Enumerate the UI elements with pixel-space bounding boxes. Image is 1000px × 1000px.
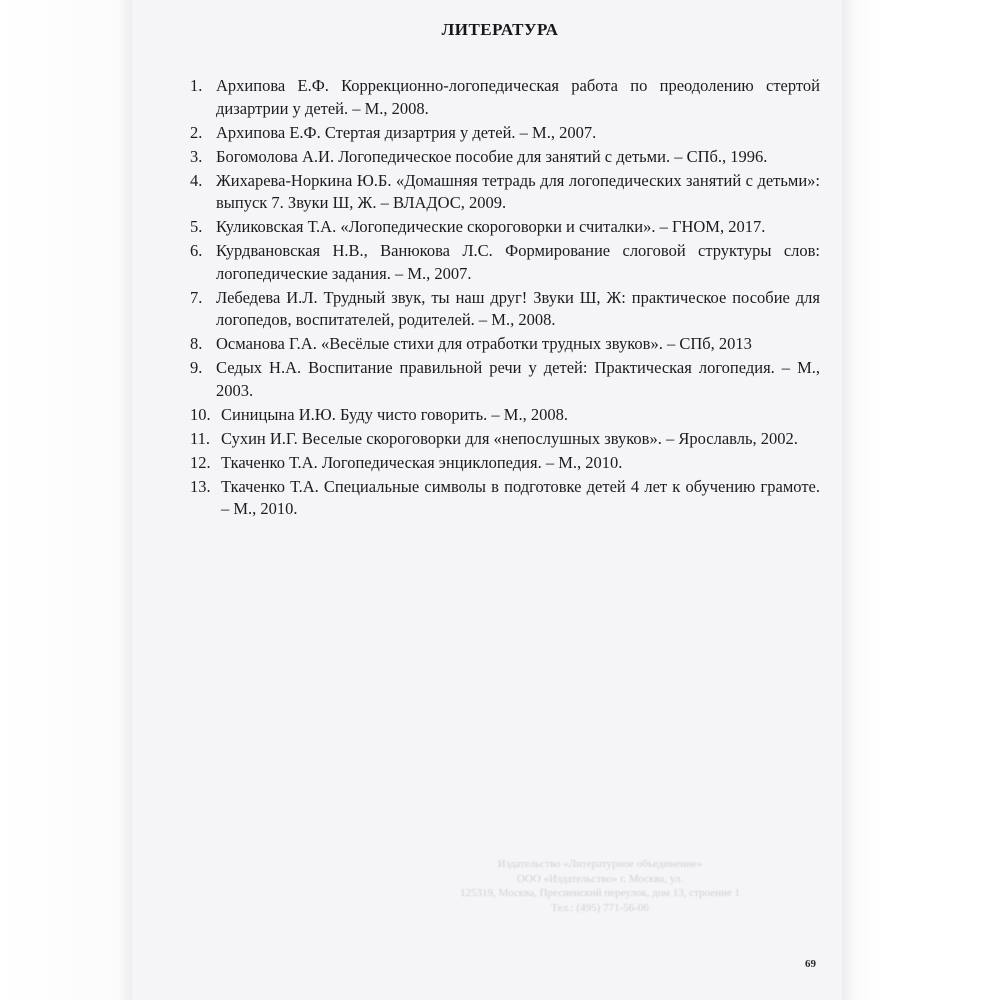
list-item (190, 287, 820, 332)
page-left-margin (0, 0, 132, 1000)
imprint-line: Издательство «Литературное объединение» (497, 858, 703, 870)
list-item-text: Османова Г.А. «Весёлые стихи для отработки трудных звуков». – СПб, 2013 (216, 334, 752, 353)
list-item (190, 170, 820, 215)
list-item-text: Лебедева И.Л. Трудный звук, ты наш друг! Звуки Ш, Ж: практическое пособие для логопедов, воспитателей, родителей. – М., 2008. (216, 287, 820, 329)
list-item-text: Сухин И.Г. Веселые скороговорки для «непослушных звуков». – Ярославль, 2002. (221, 428, 798, 448)
list-item-text: Курдвановская Н.В., Ванюкова Л.С. Формирование слоговой структуры слов: логопедические задания. – М., 2007. (216, 241, 820, 283)
list-item-text: Жихарева-Норкина Ю.Б. «Домашняя тетрадь для логопедических занятий с детьми»: выпуск 7. Звуки Ш, Ж. – ВЛАДОС, 2009. (216, 170, 820, 212)
list-item-text: Седых Н.А. Воспитание правильной речи у детей: Практическая логопедия. – М., 2003. (216, 358, 820, 400)
list-item-number: 6. (190, 241, 203, 260)
imprint-line: Тел.: (495) 771-56-06 (551, 901, 649, 914)
list-item (190, 452, 820, 475)
list-item-number: 9. (190, 358, 203, 377)
page-title: ЛИТЕРАТУРА (441, 20, 559, 39)
list-item (190, 240, 820, 285)
page-right-margin (842, 0, 1000, 1000)
list-item-number: 4. (190, 170, 203, 190)
list-item-number: 7. (190, 287, 203, 307)
imprint-line: 125319, Москва, Пресненский переулок, дом 13, строение 1 (460, 887, 740, 899)
list-item (190, 75, 820, 120)
list-item-number: 13. (190, 476, 211, 496)
reference-list (190, 75, 820, 522)
page-number: 69 (805, 958, 816, 970)
list-item-number: 5. (190, 217, 203, 236)
faded-imprint-text (365, 857, 835, 915)
list-item (190, 216, 820, 239)
list-item-text: Архипова Е.Ф. Коррекционно-логопедическая работа по преодолению стертой дизартрии у детей. – М., 2008. (216, 76, 820, 118)
list-item (190, 404, 820, 427)
list-item-number: 1. (190, 76, 203, 95)
list-item (190, 146, 820, 169)
list-item-number: 2. (190, 122, 203, 142)
list-item-text: Архипова Е.Ф. Стертая дизартрия у детей. – М., 2007. (216, 122, 597, 142)
list-item-number: 11. (190, 428, 211, 448)
list-item-number: 12. (190, 452, 211, 472)
list-item (190, 476, 820, 521)
list-item-text: Богомолова А.И. Логопедическое пособие для занятий с детьми. – СПб., 1996. (216, 146, 768, 166)
list-item-number: 8. (190, 334, 203, 353)
list-item (190, 357, 820, 402)
list-item-number: 10. (190, 404, 211, 424)
list-item-text: Ткаченко Т.А. Специальные символы в подготовке детей 4 лет к обучению грамоте. – М., 2010. (221, 476, 820, 518)
list-item-number: 3. (190, 146, 203, 166)
list-item-text: Ткаченко Т.А. Логопедическая энциклопедия. – М., 2010. (221, 452, 623, 472)
list-item (190, 122, 820, 145)
list-item (190, 333, 820, 356)
list-item (190, 428, 820, 451)
list-item-text: Синицына И.Ю. Буду чисто говорить. – М., 2008. (221, 404, 568, 424)
imprint-line: ООО «Издательство» г. Москва, ул. (516, 872, 684, 885)
list-item-text: Куликовская Т.А. «Логопедические скороговорки и считалки». – ГНОМ, 2017. (216, 217, 766, 236)
